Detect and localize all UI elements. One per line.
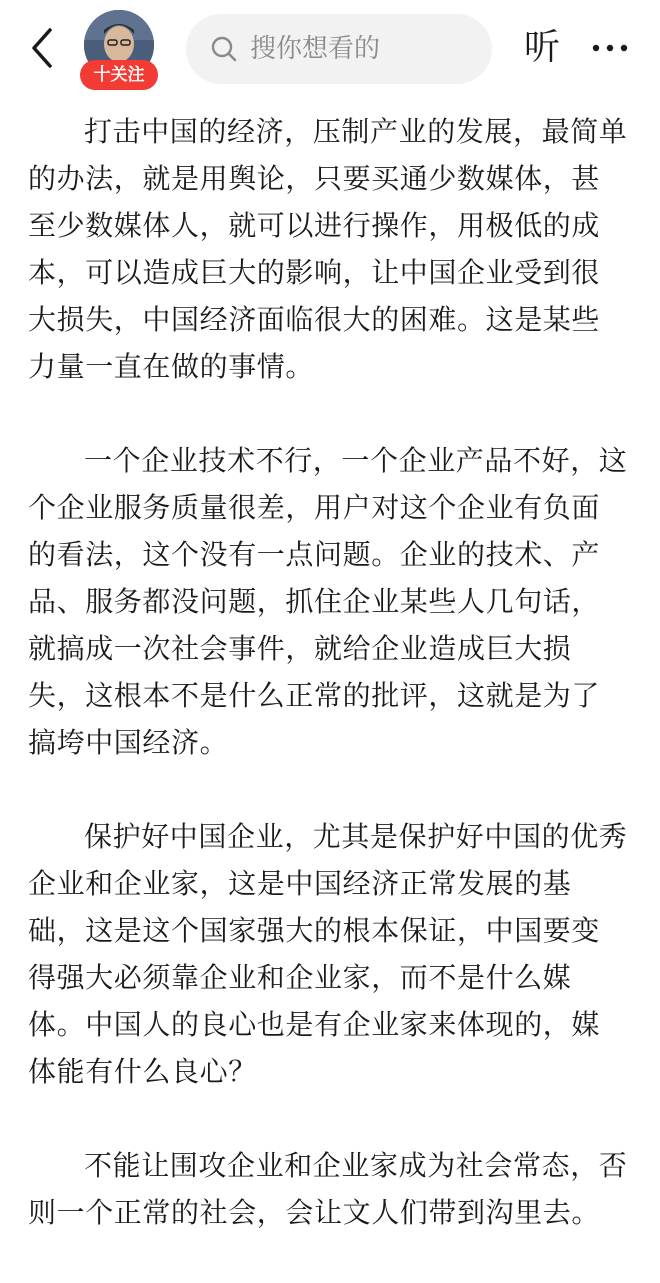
more-button[interactable] [588, 28, 632, 68]
search-input[interactable] [186, 14, 492, 84]
article-paragraph: 一个企业技术不行，一个企业产品不好，这个企业服务质量很差，用户对这个企业有负面的看法，这个没有一点问题。企业的技术、产品、服务都没问题，抓住企业某些人几句话，就搞成一次社会事件，就给企业造成巨大损失，这根本不是什么正常的批评，这就是为了搞垮中国经济。 [28, 444, 628, 759]
top-bar [0, 0, 660, 96]
back-button[interactable] [22, 24, 62, 72]
chevron-left-icon [22, 24, 62, 72]
search-placeholder: 搜你想看的 [250, 34, 381, 64]
article-paragraph: 打击中国的经济，压制产业的发展，最简单的办法，就是用舆论，只要买通少数媒体，甚至少数媒体人，就可以进行操作，用极低的成本，可以造成巨大的影响，让中国企业受到很大损失，中国经济面临很大的困难。这是某些力量一直在做的事情。 [28, 115, 628, 383]
follow-button[interactable]: 十关注 [80, 60, 158, 90]
article-paragraph: 不能让围攻企业和企业家成为社会常态，否则一个正常的社会，会让文人们带到沟里去。 [28, 1149, 628, 1229]
author-avatar-group [80, 10, 158, 88]
listen-button[interactable]: 听 [524, 27, 561, 68]
search-icon [210, 35, 238, 63]
article-body [28, 108, 628, 1283]
more-dots-icon [588, 28, 632, 68]
article-paragraph: 保护好中国企业，尤其是保护好中国的优秀企业和企业家，这是中国经济正常发展的基础，这是这个国家强大的根本保证，中国要变得强大必须靠企业和企业家，而不是什么媒体。中国人的良心也是有企业家来体现的，媒体能有什么良心？ [28, 820, 628, 1088]
